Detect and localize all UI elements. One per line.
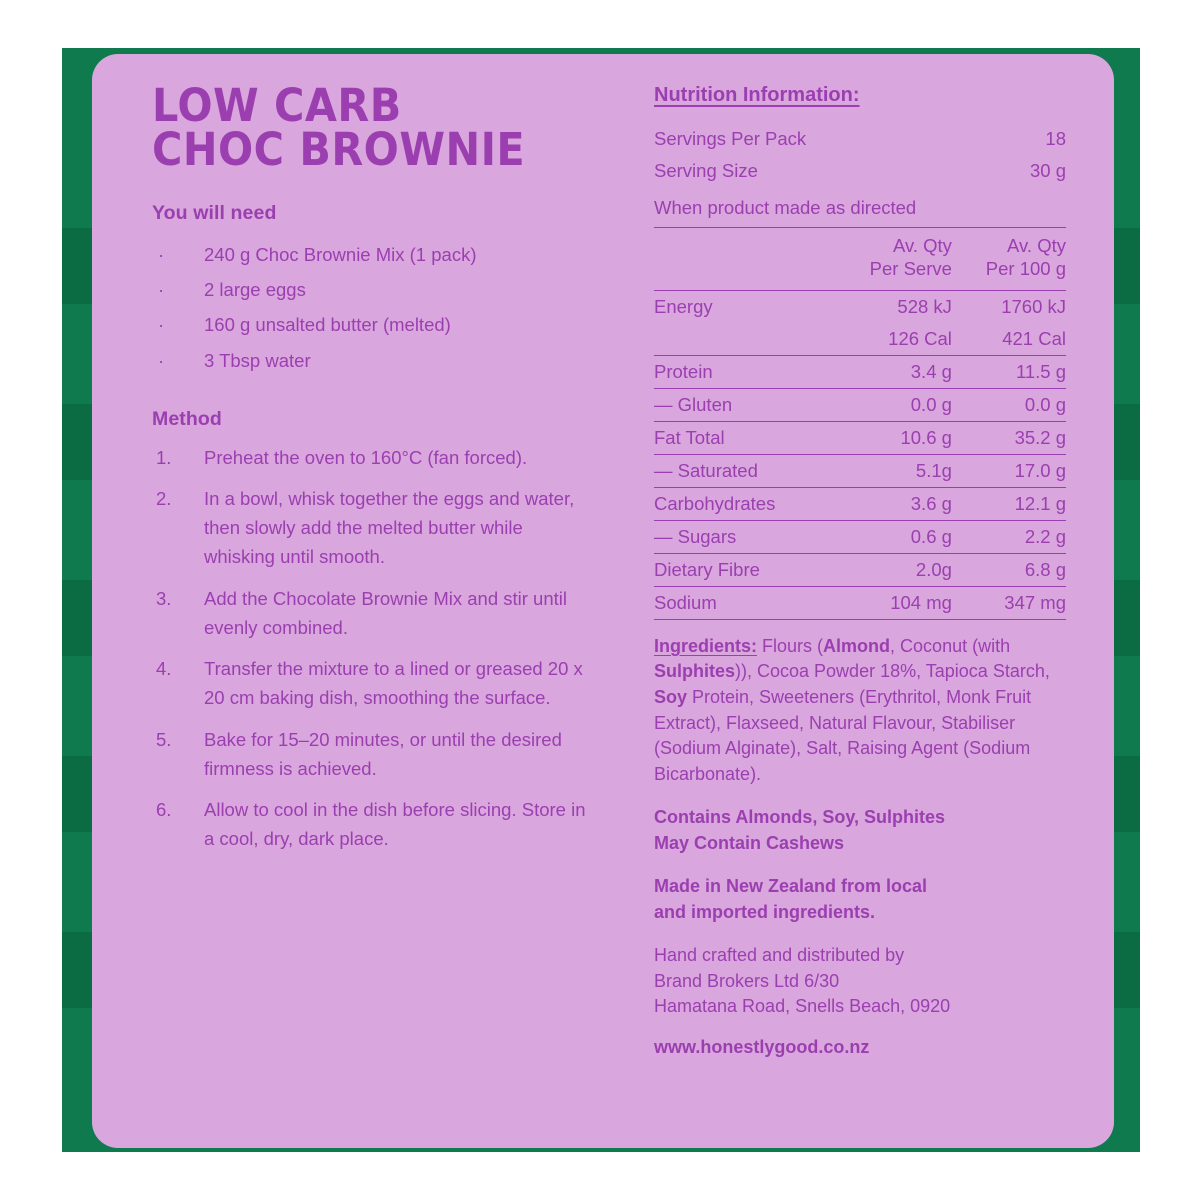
row-per-serve: 2.0g <box>835 553 952 586</box>
you-will-need-heading: You will need <box>152 202 277 225</box>
ingredients-needed-list <box>152 237 592 378</box>
bullet-icon: · <box>158 279 165 301</box>
product-title-line1: LOW CARB <box>152 79 402 132</box>
ingredients-heading: Ingredients: <box>654 635 758 656</box>
row-per-100g: 2.2 g <box>952 520 1066 553</box>
nutrition-column <box>654 84 1066 1058</box>
row-per-serve: 126 Cal <box>835 323 952 356</box>
servings-per-pack-row <box>654 123 1066 155</box>
row-per-100g: 6.8 g <box>952 553 1066 586</box>
made-as-directed-note: When product made as directed <box>654 196 917 218</box>
list-item <box>152 654 592 712</box>
step-text: Transfer the mixture to a lined or greased 20 x 20 cm baking dish, smoothing the surface. <box>204 658 583 709</box>
row-label: Energy <box>654 295 713 317</box>
product-title <box>152 79 557 177</box>
table-row <box>654 323 1066 356</box>
nutrition-table <box>654 227 1066 620</box>
list-item-label: 160 g unsalted butter (melted) <box>204 314 451 336</box>
row-per-serve: 0.6 g <box>835 520 952 553</box>
row-per-100g: 347 mg <box>952 586 1066 619</box>
ingredients-block <box>654 634 1066 787</box>
table-row <box>654 454 1066 487</box>
allergen-statement <box>654 805 1066 856</box>
distributor-info <box>654 943 1066 1019</box>
list-item <box>152 237 592 272</box>
table-row <box>654 586 1066 619</box>
list-item <box>152 725 592 783</box>
per-100g-header-line2: Per 100 g <box>985 257 1066 279</box>
row-per-100g: 17.0 g <box>952 454 1066 487</box>
list-item-label: 240 g Choc Brownie Mix (1 pack) <box>204 244 477 266</box>
servings-per-pack-value: 18 <box>1045 128 1066 149</box>
step-text: Preheat the oven to 160°C (fan forced). <box>204 446 528 468</box>
per-100g-header-line1: Av. Qty <box>1007 234 1066 256</box>
step-number: 6. <box>156 798 172 820</box>
distributor-line1: Hand crafted and distributed by <box>654 945 905 966</box>
step-number: 1. <box>156 446 172 468</box>
bullet-icon: · <box>158 314 165 336</box>
row-per-serve: 104 mg <box>835 586 952 619</box>
per-100g-column-header <box>952 227 1066 290</box>
list-item-label: 2 large eggs <box>204 279 306 301</box>
list-item <box>152 484 592 572</box>
table-header-row <box>654 227 1066 290</box>
table-row <box>654 553 1066 586</box>
list-item <box>152 272 592 307</box>
origin-statement <box>654 874 1066 925</box>
bullet-icon: · <box>158 244 165 266</box>
row-per-100g: 1760 kJ <box>1001 295 1066 317</box>
list-item <box>152 443 592 472</box>
row-label: Carbohydrates <box>654 487 835 520</box>
bullet-icon: · <box>158 349 165 371</box>
row-label: — Gluten <box>654 388 835 421</box>
distributor-line2: Brand Brokers Ltd 6/30 <box>654 970 840 991</box>
per-serve-header-line1: Av. Qty <box>892 234 952 256</box>
row-per-100g: 12.1 g <box>952 487 1066 520</box>
row-per-serve: 0.0 g <box>835 388 952 421</box>
ingredients-text: Flours (Almond, Coconut (with Sulphites)), Cocoa Powder 18%, Tapioca Starch, Soy Protein, Sweeteners (Erythritol, Monk Fruit Extract), Flaxseed, Natural Flavour, Stabiliser (Sodium Alginate), Salt, Raising Agent (Sodium Bicarbonate). <box>654 635 1050 784</box>
table-row <box>654 355 1066 388</box>
step-text: Bake for 15–20 minutes, or until the desired firmness is achieved. <box>204 728 562 779</box>
table-row <box>654 520 1066 553</box>
product-label-card <box>92 54 1114 1148</box>
table-row <box>654 388 1066 421</box>
row-label: Fat Total <box>654 421 835 454</box>
row-per-serve: 5.1g <box>835 454 952 487</box>
method-heading: Method <box>152 407 222 430</box>
row-per-serve: 528 kJ <box>897 295 952 317</box>
list-item <box>152 343 592 378</box>
serving-size-value: 30 g <box>1029 159 1066 181</box>
allergen-contains-line: Contains Almonds, Soy, Sulphites <box>654 807 946 828</box>
table-row <box>654 290 1066 323</box>
serving-size-row <box>654 155 1066 187</box>
step-number: 3. <box>156 587 172 609</box>
list-item <box>152 307 592 342</box>
distributor-line3: Hamatana Road, Snells Beach, 0920 <box>654 995 951 1016</box>
row-label: Sodium <box>654 586 835 619</box>
row-per-serve: 10.6 g <box>835 421 952 454</box>
recipe-column <box>152 79 592 865</box>
step-text: In a bowl, whisk together the eggs and water, then slowly add the melted butter while whisking until smooth. <box>204 487 575 568</box>
method-steps-list <box>152 443 592 854</box>
table-row <box>654 487 1066 520</box>
serving-size-label: Serving Size <box>654 159 758 181</box>
nutrient-column-header <box>654 227 835 290</box>
row-per-100g: 35.2 g <box>952 421 1066 454</box>
row-per-100g: 0.0 g <box>952 388 1066 421</box>
origin-line1: Made in New Zealand from local <box>654 876 928 897</box>
row-per-serve: 3.6 g <box>835 487 952 520</box>
step-number: 5. <box>156 728 172 750</box>
list-item <box>152 584 592 642</box>
row-per-100g: 421 Cal <box>952 323 1066 356</box>
row-per-serve: 3.4 g <box>835 355 952 388</box>
step-number: 4. <box>156 658 172 680</box>
row-label: — Saturated <box>654 454 835 487</box>
row-label <box>654 323 835 356</box>
servings-per-pack-label: Servings Per Pack <box>654 128 807 149</box>
per-serve-header-line2: Per Serve <box>869 257 952 279</box>
row-label: Protein <box>654 355 835 388</box>
per-serve-column-header <box>835 227 952 290</box>
step-text: Add the Chocolate Brownie Mix and stir until evenly combined. <box>204 587 567 638</box>
step-number: 2. <box>156 487 172 509</box>
table-row <box>654 421 1066 454</box>
row-label: — Sugars <box>654 520 835 553</box>
origin-line2: and imported ingredients. <box>654 901 876 922</box>
list-item-label: 3 Tbsp water <box>204 349 311 371</box>
nutrition-information-heading: Nutrition Information: <box>654 84 860 106</box>
step-text: Allow to cool in the dish before slicing. Store in a cool, dry, dark place. <box>204 798 586 850</box>
product-title-line2: CHOC BROWNIE <box>152 123 526 177</box>
website-url[interactable]: www.honestlygood.co.nz <box>654 1036 870 1057</box>
allergen-may-contain-line: May Contain Cashews <box>654 832 845 853</box>
list-item <box>152 795 592 853</box>
row-per-100g: 11.5 g <box>952 355 1066 388</box>
row-label: Dietary Fibre <box>654 553 835 586</box>
